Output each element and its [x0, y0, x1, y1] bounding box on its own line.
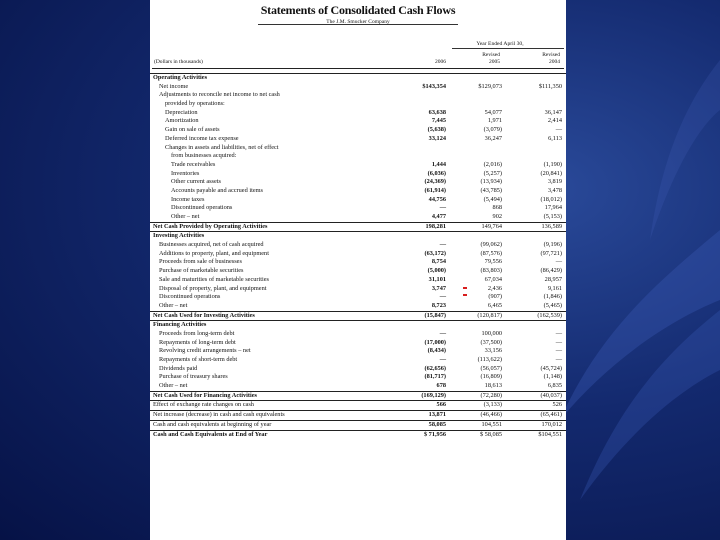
table-row	[150, 100, 566, 109]
value-2006: $143,354	[422, 82, 446, 90]
row-label: Additions to property, plant, and equipment	[159, 249, 269, 257]
section-header-row	[150, 231, 566, 241]
row-label: Other – net	[159, 301, 188, 309]
value-2005: (72,280)	[480, 391, 502, 399]
value-2005: 149,764	[481, 222, 502, 230]
value-2005: 54,077	[484, 108, 502, 116]
value-2004: (45,724)	[540, 364, 562, 372]
table-row	[150, 400, 566, 410]
row-label: Net income	[159, 82, 189, 90]
value-2006: (15,847)	[424, 311, 446, 319]
value-2005: (83,803)	[480, 267, 502, 275]
total-row	[150, 222, 566, 232]
row-label: Amortization	[165, 117, 199, 125]
value-2006: 678	[436, 382, 446, 390]
value-2006: (5,000)	[427, 267, 446, 275]
value-2006: 566	[436, 401, 446, 409]
row-label: Other – net	[159, 382, 188, 390]
value-2005: 2,436	[487, 284, 502, 292]
row-label: Purchase of marketable securities	[159, 267, 244, 275]
value-2004: 2,414	[547, 117, 562, 125]
value-2006: 31,101	[428, 275, 446, 283]
row-label: provided by operations:	[165, 100, 225, 108]
value-2005: 902	[492, 213, 502, 220]
table-row	[150, 382, 566, 391]
value-2006: (61,914)	[424, 186, 446, 194]
value-2005: 36,247	[484, 134, 502, 142]
table-row	[150, 126, 566, 135]
table-row	[150, 213, 566, 222]
column-header-2005: Revised 2005	[482, 52, 500, 65]
value-2005: (113,622)	[477, 356, 502, 363]
row-label: Businesses acquired, net of cash acquired	[159, 241, 264, 249]
row-label: Net Cash Used for Financing Activities	[153, 391, 257, 399]
value-2005: (13,934)	[480, 178, 502, 186]
value-2005: (43,785)	[480, 186, 502, 194]
row-label: Disposal of property, plant, and equipment	[159, 284, 267, 292]
row-label: Effect of exchange rate changes on cash	[153, 401, 254, 409]
row-label: Net increase (decrease) in cash and cash equivalents	[153, 411, 285, 419]
value-2006: 63,638	[428, 108, 446, 116]
table-row	[150, 170, 566, 179]
value-2004: (1,846)	[543, 293, 562, 301]
row-label: Gain on sale of assets	[165, 126, 220, 134]
row-label: Deferred income tax expense	[165, 134, 239, 142]
value-2004: 6,113	[548, 134, 562, 142]
row-label: Discontinued operations	[171, 204, 233, 212]
column-header-2004: Revised 2004	[542, 52, 560, 65]
annotation-marks	[463, 287, 468, 301]
value-2004: 3,478	[547, 186, 562, 194]
value-2006: —	[439, 241, 446, 249]
value-2004: (20,841)	[540, 169, 562, 177]
row-label: Sale and maturities of marketable securities	[159, 275, 269, 283]
value-2006: 3,747	[431, 284, 446, 292]
value-2004: (5,153)	[543, 213, 562, 220]
value-2005: (37,500)	[480, 338, 502, 346]
row-label: Repayments of short-term debt	[159, 356, 238, 363]
value-2004: 526	[552, 401, 562, 409]
value-2005: (907)	[488, 293, 502, 301]
value-2004: $111,350	[538, 82, 562, 90]
red-annotation-mark	[463, 294, 467, 296]
table-row	[150, 356, 566, 365]
table-row	[150, 420, 566, 430]
value-2006: $ 71,956	[423, 430, 446, 438]
value-2005: $129,073	[478, 82, 502, 90]
row-label: Investing Activities	[153, 232, 205, 240]
value-2005: 100,000	[481, 329, 502, 337]
value-2005: 79,556	[484, 258, 502, 266]
total-row	[150, 430, 566, 440]
value-2004: 17,964	[544, 204, 562, 212]
value-2004: (1,148)	[543, 373, 562, 381]
year-header-rule	[452, 48, 564, 49]
value-2004: (18,012)	[540, 195, 562, 203]
value-2005: 1,971	[487, 117, 502, 125]
row-label: Purchase of treasury shares	[159, 373, 228, 381]
cash-flow-table	[150, 73, 566, 439]
value-2005: (3,133)	[483, 401, 502, 409]
value-2005: (56,057)	[480, 364, 502, 372]
value-2006: —	[439, 356, 446, 363]
value-2004: (65,461)	[540, 411, 562, 419]
table-row	[150, 250, 566, 259]
total-row	[150, 391, 566, 401]
value-2004: 6,835	[547, 382, 562, 390]
table-row	[150, 258, 566, 267]
row-label: Repayments of long-term debt	[159, 338, 236, 346]
statement-title: Statements of Consolidated Cash Flows	[260, 3, 456, 17]
value-2006: 8,723	[431, 301, 446, 309]
value-2004: 136,589	[541, 222, 562, 230]
value-2005: 18,613	[484, 382, 502, 390]
value-2006: 13,871	[428, 411, 446, 419]
value-2006: 7,445	[431, 117, 446, 125]
table-row	[150, 117, 566, 126]
value-2004: (86,429)	[540, 267, 562, 275]
value-2004: (9,196)	[543, 241, 562, 249]
value-2005: (3,079)	[483, 126, 502, 134]
value-2004: (97,721)	[540, 249, 562, 257]
table-row	[150, 285, 566, 294]
table-row	[150, 204, 566, 213]
row-label: Adjustments to reconcile net income to net cash	[159, 91, 280, 99]
table-row	[150, 293, 566, 302]
value-2005: 104,551	[481, 420, 502, 428]
value-2004: —	[555, 356, 562, 363]
table-row	[150, 373, 566, 382]
row-label: Other – net	[171, 213, 200, 220]
section-header-row	[150, 73, 566, 83]
row-label: Changes in assets and liabilities, net of effect	[165, 143, 279, 151]
value-2004: —	[555, 258, 562, 266]
year-header: Year Ended April 30,	[476, 41, 524, 47]
table-row	[150, 187, 566, 196]
row-label: Depreciation	[165, 108, 198, 116]
value-2005: (5,257)	[483, 169, 502, 177]
table-row	[150, 135, 566, 144]
value-2006: 33,124	[428, 134, 446, 142]
table-row	[150, 83, 566, 92]
value-2006: (81,717)	[424, 373, 446, 381]
red-annotation-mark	[463, 287, 467, 289]
row-label: Revolving credit arrangements – net	[159, 347, 251, 355]
row-label: Income taxes	[171, 195, 205, 203]
table-row	[150, 178, 566, 187]
value-2005: (5,494)	[483, 195, 502, 203]
table-row	[150, 365, 566, 374]
row-label: Proceeds from sale of businesses	[159, 258, 242, 266]
value-2006: (6,036)	[427, 169, 446, 177]
value-2004: (40,037)	[540, 391, 562, 399]
value-2004: —	[555, 338, 562, 346]
row-label: Cash and Cash Equivalents at End of Year	[153, 430, 268, 438]
value-2004: (162,539)	[537, 311, 562, 319]
value-2006: (17,000)	[424, 338, 446, 346]
value-2006: —	[439, 329, 446, 337]
value-2004: 3,819	[547, 178, 562, 186]
table-row	[150, 276, 566, 285]
value-2004: —	[555, 329, 562, 337]
row-label: Discontinued operations	[159, 293, 221, 301]
row-label: Financing Activities	[153, 321, 207, 329]
row-label: Other current assets	[171, 178, 222, 186]
value-2006: 58,085	[428, 420, 446, 428]
table-row	[150, 144, 566, 153]
value-2006: 8,754	[431, 258, 446, 266]
row-label: Net Cash Provided by Operating Activities	[153, 222, 268, 230]
value-2004: 36,147	[544, 108, 562, 116]
table-row	[150, 196, 566, 205]
row-label: Trade receivables	[171, 160, 216, 168]
table-row	[150, 267, 566, 276]
row-label: Cash and cash equivalents at beginning of year	[153, 420, 272, 428]
value-2006: —	[439, 204, 446, 212]
table-row	[150, 91, 566, 100]
row-label: Dividends paid	[159, 364, 198, 372]
value-2004: (5,465)	[543, 301, 562, 309]
table-row	[150, 302, 566, 311]
background-swoosh	[540, 0, 720, 540]
value-2004: $104,551	[538, 430, 562, 438]
row-label: Accounts payable and accrued items	[171, 186, 263, 194]
units-label: (Dollars in thousands)	[154, 59, 203, 65]
value-2006: 4,477	[431, 213, 446, 220]
table-row	[150, 161, 566, 170]
value-2006: 44,756	[428, 195, 446, 203]
value-2006: (169,129)	[421, 391, 446, 399]
table-row	[150, 339, 566, 348]
total-row	[150, 311, 566, 321]
value-2006: (8,434)	[427, 347, 446, 355]
table-row	[150, 410, 566, 420]
table-row	[150, 241, 566, 250]
value-2006: 1,444	[431, 160, 446, 168]
value-2006: (63,172)	[424, 249, 446, 257]
statement-page	[150, 0, 566, 540]
table-row	[150, 109, 566, 118]
value-2005: (16,809)	[480, 373, 502, 381]
value-2006: (5,638)	[427, 126, 446, 134]
table-row	[150, 347, 566, 356]
value-2006: (24,369)	[424, 178, 446, 186]
row-label: Net Cash Used for Investing Activities	[153, 311, 255, 319]
value-2004: 9,161	[547, 284, 562, 292]
value-2005: (99,062)	[480, 241, 502, 249]
company-name: The J.M. Smucker Company	[326, 19, 390, 25]
value-2006: (62,656)	[424, 364, 446, 372]
value-2005: (87,576)	[480, 249, 502, 257]
section-header-row	[150, 320, 566, 330]
value-2006: —	[439, 293, 446, 301]
row-label: from businesses acquired:	[171, 152, 237, 160]
value-2005: 67,034	[484, 275, 502, 283]
value-2004: (1,190)	[543, 160, 562, 168]
value-2005: (2,016)	[483, 160, 502, 168]
table-row	[150, 152, 566, 161]
header-rule	[152, 68, 564, 69]
value-2004: —	[555, 126, 562, 134]
value-2004: 28,957	[544, 275, 562, 283]
value-2004: 170,012	[541, 420, 562, 428]
table-row	[150, 330, 566, 339]
value-2005: 6,465	[487, 301, 502, 309]
value-2005: 33,156	[484, 347, 502, 355]
row-label: Operating Activities	[153, 74, 208, 81]
value-2005: (120,817)	[477, 311, 502, 319]
column-header-2006: 2006	[435, 59, 446, 65]
value-2005: $ 58,085	[479, 430, 502, 438]
value-2004: —	[555, 347, 562, 355]
row-label: Inventories	[171, 169, 200, 177]
row-label: Proceeds from long-term debt	[159, 329, 235, 337]
value-2005: 868	[492, 204, 502, 212]
value-2006: 198,281	[425, 222, 446, 230]
value-2005: (46,466)	[480, 411, 502, 419]
